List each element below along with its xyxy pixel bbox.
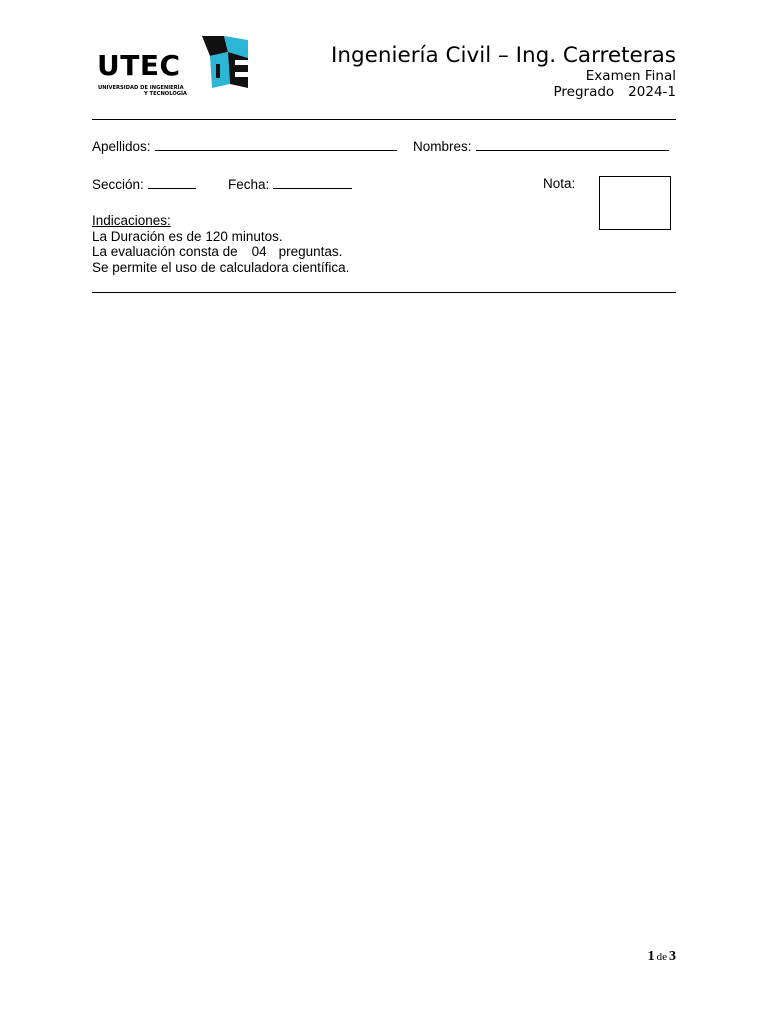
grade-box[interactable] <box>599 176 671 230</box>
date-field <box>228 176 352 192</box>
question-count-prefix: La evaluación consta de <box>92 244 238 259</box>
instructions-title <box>92 213 171 228</box>
section-label: Sección: <box>92 177 144 192</box>
utec-logo <box>92 30 252 102</box>
date-label: Fecha: <box>228 177 270 192</box>
last-names-field <box>92 138 397 154</box>
question-count-value: 04 <box>251 244 267 259</box>
logo-subtitle-line2: Y TECNOLOGÍA <box>144 91 187 97</box>
exam-type: Examen Final <box>585 68 676 84</box>
instruction-calculator: Se permite el uso de calculadora científica. <box>92 260 350 275</box>
total-pages: 3 <box>669 949 676 964</box>
section-field <box>92 176 196 192</box>
first-names-label: Nombres: <box>413 139 472 154</box>
instructions-heading: Indicaciones: <box>92 213 171 228</box>
last-names-label: Apellidos: <box>92 139 151 154</box>
instructions-divider <box>92 292 676 293</box>
section-blank[interactable] <box>148 176 196 189</box>
utec-emblem-icon <box>200 34 252 90</box>
level-term <box>553 84 676 100</box>
first-names-blank[interactable] <box>476 138 669 151</box>
page-of-label: de <box>656 951 667 963</box>
academic-term: 2024-1 <box>628 84 676 100</box>
instruction-duration: La Duración es de 120 minutos. <box>92 229 283 244</box>
logo-subtitle-line1: UNIVERSIDAD DE INGENIERÍA <box>98 85 184 91</box>
grade-label: Nota: <box>543 176 576 191</box>
header-divider <box>92 119 676 120</box>
last-names-blank[interactable] <box>155 138 397 151</box>
first-names-field <box>413 138 669 154</box>
current-page: 1 <box>647 949 655 964</box>
question-count-suffix: preguntas. <box>278 244 343 259</box>
date-blank[interactable] <box>273 176 352 189</box>
logo-wordmark: UTEC <box>97 49 181 82</box>
instruction-question-count <box>92 244 342 259</box>
program-level: Pregrado <box>553 84 615 100</box>
page-number <box>648 949 676 965</box>
course-title: Ingeniería Civil – Ing. Carreteras <box>331 43 676 68</box>
